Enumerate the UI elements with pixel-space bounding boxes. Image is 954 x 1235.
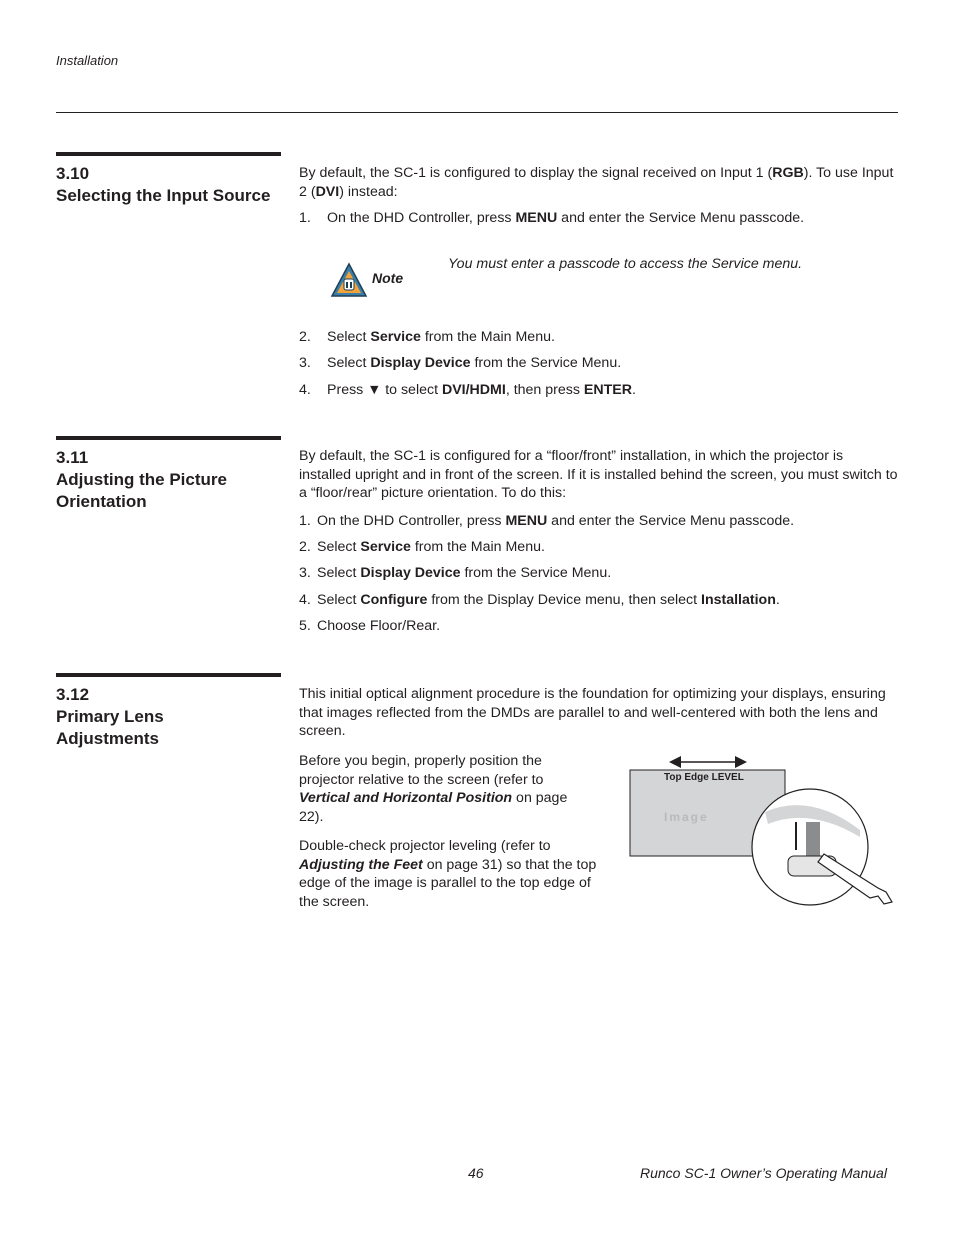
list-item: 4. Press ▼ to select DVI/HDMI, then press ENTER. — [299, 382, 636, 398]
section-intro: By default, the SC-1 is configured for a “floor/front” installation, in which the projector is installed upright and in front of the screen. If it is installed behind the screen, you must switch to a “floor/rear” picture orientation. To do this: — [299, 448, 898, 502]
list-item: 3. Select Display Device from the Service Menu. — [299, 355, 622, 371]
list-item: 1. On the DHD Controller, press MENU and enter the Service Menu passcode. — [299, 210, 805, 226]
leveling-figure — [620, 752, 910, 917]
note-label: Note — [372, 270, 404, 286]
manual-title: Runco SC-1 Owner’s Operating Manual — [640, 1165, 887, 1181]
cross-reference: Vertical and Horizontal Position — [299, 790, 513, 807]
section-bar — [56, 436, 281, 440]
section-intro: By default, the SC-1 is configured to display the signal received on Input 1 (RGB). To use Input 2 (DVI) instead: — [299, 165, 894, 200]
list-item: 2. Select Service from the Main Menu. — [299, 329, 555, 345]
header-rule — [56, 112, 898, 113]
section-number: 3.10 — [56, 164, 90, 183]
list-item: 2. Select Service from the Main Menu. — [299, 539, 545, 555]
section-number: 3.11 — [56, 448, 89, 467]
section-title: Selecting the Input Source — [56, 186, 271, 205]
cross-reference: Adjusting the Feet — [299, 856, 423, 873]
note-text: You must enter a passcode to access the Service menu. — [448, 256, 803, 272]
section-title: Primary Lens Adjustments — [56, 707, 164, 748]
paragraph: Before you begin, properly position the projector relative to the screen (refer to Vertical and Horizontal Position on page 22). — [299, 753, 568, 825]
section-bar — [56, 152, 281, 156]
section-number: 3.12 — [56, 685, 90, 704]
note-warning-icon — [330, 262, 368, 298]
figure-label: Top Edge LEVEL — [664, 772, 744, 783]
paragraph: Double-check projector leveling (refer to Adjusting the Feet on page 31) so that the top edge of the image is parallel to the top edge of the screen. — [299, 838, 597, 910]
section-title: Adjusting the Picture Orientation — [56, 470, 227, 511]
list-item: 3. Select Display Device from the Service Menu. — [299, 565, 612, 581]
section-bar — [56, 673, 281, 677]
running-header: Installation — [56, 53, 119, 68]
list-item: 4. Select Configure from the Display Device menu, then select Installation. — [299, 592, 780, 608]
section-intro: This initial optical alignment procedure is the foundation for optimizing your displays, ensuring that images reflected from the DMDs are parallel to and well-centered with both the lens and screen. — [299, 686, 886, 740]
figure-label: Image — [664, 810, 709, 824]
list-item: 1. On the DHD Controller, press MENU and enter the Service Menu passcode. — [299, 513, 795, 529]
list-item: 5. Choose Floor/Rear. — [299, 618, 441, 634]
page-number: 46 — [468, 1165, 484, 1181]
